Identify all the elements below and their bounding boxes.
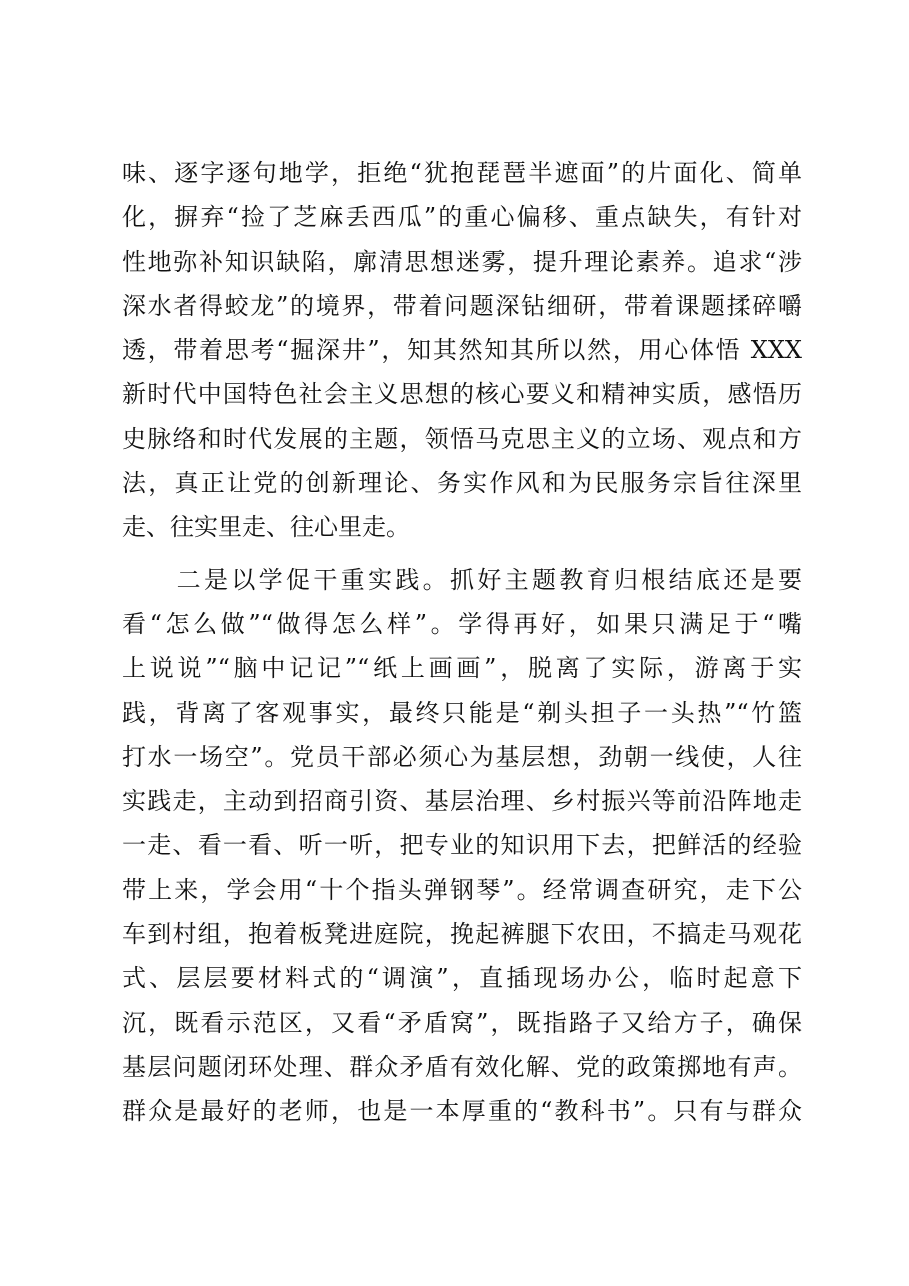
text-line: 性地弥补知识缺陷，廓清思想迷雾，提升理论素养。追求“涉 — [122, 247, 802, 276]
text-line: 二是以学促干重实践。抓好主题教育归根结底还是要 — [122, 565, 802, 594]
text-line: 车到村组，抱着板凳进庭院，挽起裤腿下农田，不搞走马观花 — [122, 920, 802, 949]
text-line: 走、往实里走、往心里走。 — [122, 513, 410, 542]
text-line: 践，背离了客观事实，最终只能是“剃头担子一头热”“竹篮 — [122, 698, 802, 727]
text-line: 法，真正让党的创新理论、务实作风和为民服务宗旨往深里 — [122, 469, 802, 498]
text-line: 群众是最好的老师，也是一本厚重的“教科书”。只有与群众 — [122, 1097, 802, 1126]
text-line: 打水一场空”。党员干部必须心为基层想，劲朝一线使，人往 — [122, 742, 802, 771]
text-line: 味、逐字逐句地学，拒绝“犹抱琵琶半遮面”的片面化、简单 — [122, 159, 802, 187]
text-line: 透，带着思考“掘深井”，知其然知其所以然，用心体悟 XXX — [122, 336, 802, 365]
text-line: 史脉络和时代发展的主题，领悟马克思主义的立场、观点和方 — [122, 424, 802, 453]
text-line: 沉，既看示范区，又看“矛盾窝”，既指路子又给方子，确保 — [122, 1008, 802, 1037]
text-line: 带上来，学会用“十个指头弹钢琴”。经常调查研究，走下公 — [122, 875, 802, 904]
paragraph-gap — [122, 550, 802, 558]
paragraph-1 — [122, 151, 802, 550]
text-line: 深水者得蛟龙”的境界，带着问题深钻细研，带着课题揉碎嚼 — [122, 291, 802, 320]
text-line: 基层问题闭环处理、群众矛盾有效化解、党的政策掷地有声。 — [122, 1052, 802, 1081]
text-line: 看“怎么做”“做得怎么样”。学得再好，如果只满足于“嘴 — [122, 609, 802, 638]
text-line: 式、层层要材料式的“调演”，直插现场办公，临时起意下 — [122, 964, 802, 993]
text-line: 一走、看一看、听一听，把专业的知识用下去，把鲜活的经验 — [122, 831, 802, 860]
text-line: 上说说”“脑中记记”“纸上画画”，脱离了实际，游离于实 — [122, 654, 802, 683]
text-line: 化，摒弃“捡了芝麻丢西瓜”的重心偏移、重点缺失，有针对 — [122, 203, 802, 232]
document-body — [122, 151, 802, 1134]
paragraph-2 — [122, 558, 802, 1134]
text-line: 新时代中国特色社会主义思想的核心要义和精神实质，感悟历 — [122, 380, 802, 409]
text-line: 实践走，主动到招商引资、基层治理、乡村振兴等前沿阵地走 — [122, 787, 802, 816]
